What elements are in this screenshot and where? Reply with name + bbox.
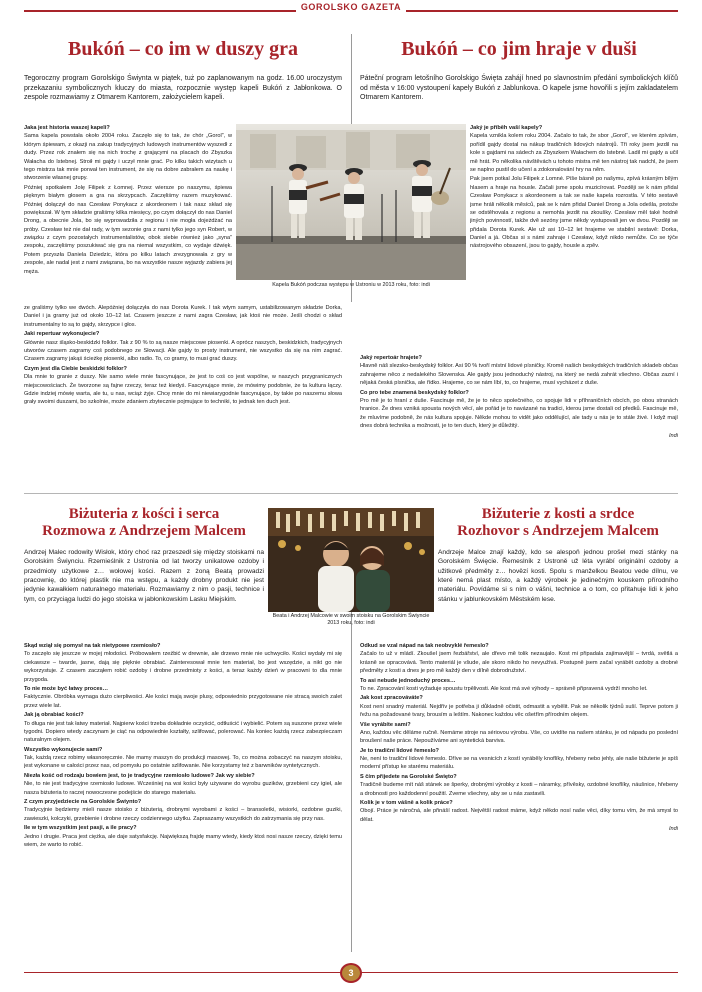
interview-subtitle-cz: Rozhovor s Andrzejem Malcem [457, 522, 659, 539]
answer: To zaczęło się jeszcze w mojej młodości. Próbowałem rzeźbić w drewnie, ale drzewo mnie nie uchwyciło. Kości wydały mi się ciekawsze – twarde, jasne, dają się pięknie obrabiać. Zainteresował mnie ten materiał, bo jest wszędzie, a nikt go nie wykorzystuje. Z czasem zacząłem robić ozdoby i drobne przedmioty z kości, a teraz każdy dzień w pracowni to dla mnie przygoda. [24, 651, 342, 683]
band-photo-caption: Kapela Bukóń podczas występu w Ustroniu w 2013 roku, foto: indi [272, 282, 430, 288]
article-lead-pl: Tegoroczny program Gorolskigo Świynta w piątek, tuż po zaplanowanym na godz. 16.00 uroczystym przekazaniu symbolicznych kluczy do miasta, rozpocznie występ kapeli Bukóń z Jabłonkowa. O zespole rozmawiamy z Otmarem Kantorem, założycielem kapeli. [24, 75, 342, 102]
page-header [0, 0, 702, 22]
answer: Kapela vznikla kolem roku 2004. Začalo to tak, že sbor „Gorol“, ve kterém zpívám, pořídil gajdy dostal na nákup tradičních lidových nástrojů. Tři roky jsem jezdil na kole s gajdami na sádech za Zbyszkem Wałachem do Istebné. Ladil mi gajdy a učil mě hrát. Po několika návštěvách u tohoto mistra mě ten nástroj tak nadchl, že jsem se naplno pustil do učení a zdokonalování hry na něm. [470, 133, 678, 173]
question: Kolik je v tom vášně a kolik práce? [360, 800, 453, 807]
answer: Ano, každou věc děláme ručně. Nemáme stroje na sériovou výrobu. Vše, co uvidíte na našem stánku, je od nápadu po poslední broušení naše práce. Nepoužíváme ani syntetická barviva. [360, 729, 678, 745]
interview-body-pl [24, 642, 342, 954]
answer: Tradičně budeme mít náš stánek se šperky, drobnými výrobky z kosti – náramky, přívěsky, ozdobné knoflíky, náušnice, hřebeny a drobnosti pro každodenní použití. Zveme všechny, aby se u nás zastavili. [360, 782, 678, 797]
answer: Tak, każdą rzecz robimy własnoręcznie. Nie mamy maszyn do produkcji masowej. To, co można zobaczyć na naszym stoisku, jest wykonane w całości przez nas, od pomysłu po ostatnie szlifowanie. Nie korzystamy też z barwników syntetycznych. [24, 755, 342, 770]
interview-lead-cz: Andrzeje Malce znají každý, kdo se alespoň jednou prošel mezi stánky na Gorolském Święcie. Řemeslník z Ustroně už léta vyrábí originální ozdoby a užitkové předměty z… hovězí kosti. Spolu s manželkou Beatou vede dílnu, ve které nemá plast místo, a každý výrobek je jedinečným kouskem přírodního materiálu. Povídáme si s ním o vášni, technice a o tom, co přitahuje lidi k jeho stánku v jablunkovském Městském lese. [438, 549, 678, 603]
answer: Później spotkałem Jolę Filipek z Łomnej. Przez wiersze po naszymu, śpiewa pięknym białym głosem a gra na skrzypcach. Zaczęliśmy razem muzykować. Później dołączył do nas Czesław Ponykacz z akordeonem i tak nasz skład się powiększał. W tym składzie graliśmy kilka miesięcy, po czym dołączył do nas Daniel Drong, a obecnie Jola, bo się wyprowadziła z regionu i nie mogła dojeżdżać na próby. Czesław też nie dał rady, w tym sezonie gra z nami tylko jego syn Robert, w związku z czym pozostałych instrumentalistów, obok siebie również jako „syna” zespołu, zaczęliśmy poszukiwać się gra na niemal wszystkim, co wydaje dźwięk. Potem przyszła Daniela Dziedzic, która po kilku latach zrezygnowała z gry w zespole, ale nadal jest z nami związana, bo na wszystkie nasze wyjazdy zabiera jej męża. [24, 184, 232, 275]
page-number-badge [340, 963, 362, 983]
interview-subtitle-pl: Rozmowa z Andrzejem Malcem [42, 522, 246, 539]
answer: To długa nie jest tak łatwy materiał. Najpierw kości trzeba dokładnie oczyścić, odtłuścić i wybielić. Potem są suszone przez wiele tygodni. Dopiero wtedy zaczynam je ciąć na odpowiednie kształty, szlifować, polerować. Na koniec każdą rzecz zabezpieczam naturalnym olejem. [24, 720, 342, 744]
article-body-cz-top [470, 124, 678, 300]
header-rule-left [24, 10, 296, 12]
answer: Tradycyjnie będziemy mieli nasze stoisko z biżuterią, drobnymi wyrobami z kości – bransoletki, wisiorki, ozdobne guziki, zawieszki, kolczyki, grzebienie i drobne rzeczy codziennego użytku. Zapraszamy wszystkich do zatrzymania się przy nas. [24, 807, 342, 822]
question: Co pro tebe znamená beskydský folklor? [360, 389, 469, 396]
answer: Faktycznie. Obróbka wymaga dużo cierpliwości. Ale kości mają swoje plusy, odpowiednio przygotowane nie stracą swoich zalet przez wiele lat. [24, 694, 342, 709]
question: Jaký je příběh vaší kapely? [470, 125, 543, 131]
answer: Pak jsem potkal Jolu Filipek z Lomné. Píše básně po našymu, zpívá krásným bílým hlasem a hraje na housle. Začali jsme spolu muzicírovat. Později se k nám přidal Czesław Ponykacz s akordeonem a tak se naše kapela rozrostla. V této sestavě jsme hráli několik měsíců, pak se k nám přidal Daniel Drong a Jola odešla, protože se odstěhovala z regionu a nemohla jezdit na zkoušky. Czesław měl také hodně jiných povinností, takže dvě sezóny jsme někdy vystupovali jen ve dvou. Později se přidala Dorota Kurek. Ale už asi 10–12 let hrajeme ve stabilní sestavě: Dorka, Daniel a já. Občas si s námi zahraje i Czesław, když nikdo nemůže. Co se týče nástrojového obsazení, jsou to gajdy, housle a zpěv. [470, 176, 678, 250]
question: Niezła kość od rodzaju bowiem jest, to je tradycyjne rzemiosło ludowe? Jak wy siebie? [24, 772, 255, 779]
article-body-pl-continued [24, 304, 342, 476]
answer: Hlavně náš slezsko-beskydský folklor. Asi 90 % tvoří místní lidové písničky. Kromě našich beskydských tradičních skladeb občas zahrajeme něco z nedalekého Slovenska. Ale gajdy jsou jednoduchý nástroj, na který se nedá zahrát všechno. Občas zazní i nějaká česká písnička, ale řídko. Hrajeme, co se nám líbí, to, co hrajeme, musí vycházet z duše. [360, 363, 678, 387]
question: Z czym przyjedziecie na Gorolskie Świynto? [24, 799, 142, 806]
question: Wszystko wykonujecie sami? [24, 746, 103, 753]
article-heading-cz: Bukóń – co jim hraje v duši [401, 38, 637, 60]
answer: Obojí. Práce je náročná, ale přináší radost. Největší radost máme, když někdo nosí naše věci, díky tomu vím, že má smysl to dělat. [360, 808, 678, 823]
question: Vše vyrábíte sami? [360, 721, 411, 728]
newspaper-title: GOROLSKO GAZETA [300, 2, 402, 12]
question: Jaka jest historia waszej kapeli? [24, 125, 110, 131]
question: Jak kost zpracováváte? [360, 695, 423, 702]
answer: Dla mnie to granie z duszy. Nie samo wiele mnie fascynujące, że jest to coś co jest wspólne, w naszych przygranicznych miejscowościach. Że tworzone są fajne rzeczy, teraz też kiedyś. Fascynujące mnie, że mówimy podobnie, że ta kultura łączy. Gdzie indziej mówię warta, ale tu, u nas, wciąż żyje. Chcę mnie do mi niewiarygodnie fascynujące, by takie po naszemu słowa grały swoimi duszami, bo szkolnie, może zdaniem zbytecznie pojmujące to techniki, to jednak ten duch jest. [24, 374, 342, 406]
band-photo [236, 124, 466, 280]
craftsman-photo [268, 508, 434, 612]
question: Jak ją obrabiać kości? [24, 712, 84, 719]
header-rule-right [406, 10, 678, 12]
question: Jaký repertoár hrajete? [360, 355, 422, 361]
question: Odkud se vzal nápad na tak neobvyklé řemeslo? [360, 643, 489, 649]
answer: ze graliśmy tylko we dwóch. Alepóźniej dołączyła do nas Dorota Kurek. I tak wtym samym, ustabilizowanym składzie Dorka, Daniel i ja gramy już od około 10–12 lat. Czasem jeszcze z nami zagra Czesław, jak ktoś nie może. Jeśli chodzi o skład instrumentalny to są to gajdy, skrzypce i głos. [24, 305, 342, 328]
answer: Sama kapela powstała około 2004 roku. Zaczęło się to tak, że chór „Gorol”, w którym śpiewam, z okazji na zakup tradycyjnych ludowych instrumentów wyszedł z dudy. Przez rok znałem się na nich trochę z grającymi na placach do Zbyszka Wałacha do Istebnej. Stroił mi gajdy i uczył mnie grać. Po kilku takich wizytach u tego mistrza tak mnie porwał ten instrument, że się na dobre zabrałem za naukę i stworzenie własnej grupy. [24, 133, 232, 182]
answer: Pro mě je to hraní z duše. Fascinuje mě, že je to něco společného, co spojuje lidi v příhraničních obcích, po obou stranách hranice. Že dnes vzniká spousta nových věcí, ale pořád je to navázané na tradici, kterou jsme dostali od předků. Fascinuje mě, že mluvíme podobně, že nás kultura spojuje. Někde mohou to vidět jako oddělující, ale tady u nás je to stále živé. I když mají dnes dobrá technika a možnosti, je to ten duch, který je důležitý. [360, 397, 678, 430]
interview-lead-pl: Andrzej Malec rodowity Wisłok, który choć raz przeszedł się między stoiskami na Gorolskim Świynciu. Rzemieślnik z Ustronia od lat tworzy unikatowe ozdoby i przedmioty użytkowe z… wołowej kości. Razem z żoną Beatą prowadzi pracownię, do której plastik nie ma wstępu, a każdy drobny produkt nie jest jedynie kawałkiem naturalnego materiału. Rozmawiamy z nim o pasji, technice i tym, co przyciąga ludzi do jego stoiska w jabłonkowskim Lasku Miejskim. [24, 549, 264, 603]
article-body-cz-continued [360, 354, 678, 486]
article-body-pl-top [24, 124, 232, 300]
question: S čím přijedete na Gorolské Święto? [360, 773, 457, 780]
answer: Jedno i drugie. Praca jest ciężka, ale daje satysfakcję. Największą frajdę mamy wtedy, kiedy ktoś nosi nasze rzeczy, dzięki temu wiem, że warto to robić. [24, 833, 342, 848]
question: Jaki repertuar wykonujecie? [24, 331, 100, 338]
answer: Ne, není to tradiční lidové řemeslo. Dříve se na vesnicích z kostí vyráběly knoflíky, hřebeny nebo jehly, ale naše bižuterie je spíš moderní přístup ke starému materiálu. [360, 756, 678, 771]
interview-heading-pl [24, 506, 264, 539]
question: Czym jest dla Ciebie beskidzki folklor? [24, 365, 127, 372]
article-heading-pl: Bukóń – co im w duszy gra [67, 38, 299, 60]
question: To asi nebude jednoduchý proces… [360, 677, 456, 684]
answer: Kost není snadný materiál. Nejdřív je potřeba ji důkladně očistit, odmastit a vybělit. Pak se několik týdnů suší. Teprve potom ji řežu na požadované tvary, brousím a leštím. Nakonec každou věc ošetřím přírodním olejem. [360, 703, 678, 719]
answer: Nie, to nie jest tradycyjne rzemiosło ludowe. Wcześniej na wsi kości były używane do wyrobu guzików, grzebieni czy igieł, ale nasza biżuteria to raczej nowoczesne podejście do starego materiału. [24, 781, 342, 796]
craftsman-photo-image [268, 508, 434, 612]
page-footer [0, 958, 702, 988]
question: Je to tradiční lidové řemeslo? [360, 747, 439, 754]
interview-title-cz: Bižuterie z kosti a srdce [481, 506, 635, 522]
section-divider [24, 493, 678, 494]
answer: Głównie nasz śląsko-beskidzki folklor. Tak z 90 % to są nasze miejscowe piosenki. A oprócz naszych, beskidzkich, tradycyjnych utworów czasem zagramy coś podobnego ze Słowacji. Ale gajdy to prosty instrument, nie wszystko da się na nim zagrać. Czasem zagramy jakąś ścieżkę piosenki, albo radio. To, co gramy, to musi grać duszy. [24, 339, 342, 363]
question: Ile w tym wszystkim jest pasji, a ile pracy? [24, 825, 137, 832]
answer: To ne. Zpracování kosti vyžaduje spoustu trpělivosti. Ale kost má své výhody – správně připravená vydrží mnoho let. [360, 685, 648, 692]
page-number: 3 [348, 968, 354, 978]
question: To nie może być łatwy proces… [24, 685, 109, 692]
answer: Začalo to už v mládí. Zkoušel jsem řezbářství, ale dřevo mě tolik nezaujalo. Kost mi připadala zajímavější – tvrdá, světlá a krásně se opracovává. Tento materiál je všude, ale skoro nikdo ho nevyužívá. Postupně jsem začal vyrábět ozdoby a drobné předměty z kosti a dnes je pro mě každý den v dílně dobrodružství. [360, 651, 678, 675]
author-signature: Indi [668, 432, 678, 439]
question: Skąd wziął się pomysł na tak nietypowe rzemiosło? [24, 643, 161, 649]
band-photo-image [236, 124, 466, 280]
interview-body-cz [360, 642, 678, 954]
interview-title-pl: Biżuteria z kości i serca [68, 506, 220, 522]
article-lead-cz: Páteční program letošního Gorolskigo Święta zahájí hned po slavnostním předání symbolických klíčů od města v 16:00 vystoupení kapely Bukóń z Jablunkova. O kapele jsme hovořili s jejím zakladatelem Otmarem Kantorem. [360, 75, 678, 102]
author-signature: Indi [668, 826, 678, 833]
craftsman-photo-caption: Beata i Andrzej Malcowie w swoim stoisku na Gorolskim Świyncie 2013 roku, foto: indi [272, 613, 430, 627]
interview-heading-cz [438, 506, 678, 539]
